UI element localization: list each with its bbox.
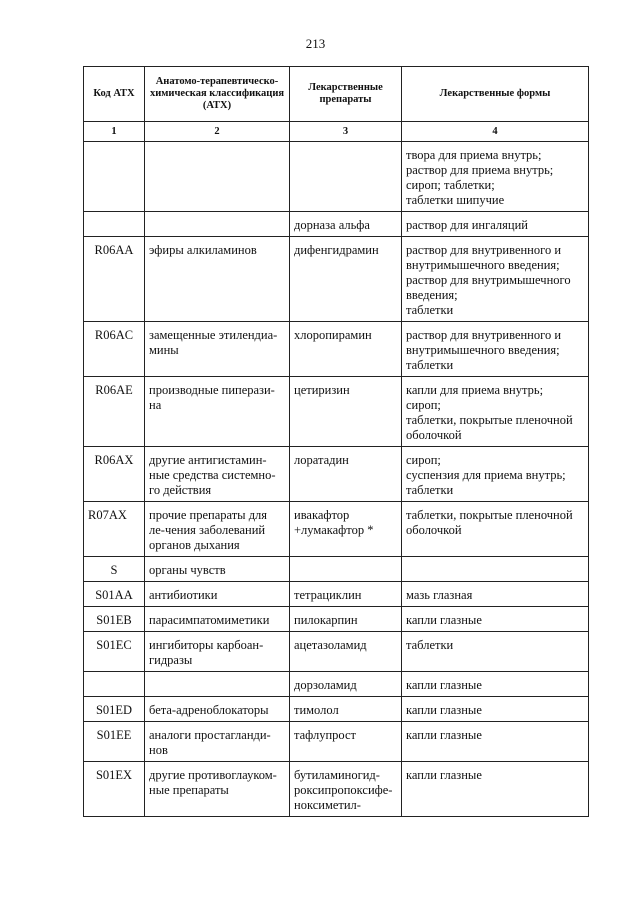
atx-code-cell: S01EB [84,607,145,632]
dosage-forms-cell [402,322,589,377]
atx-classification-cell: прочие препараты для ле-чения заболеваний органов дыхания [145,502,290,557]
atx-code-cell [84,212,145,237]
dosage-form-line: раствор для ингаляций [406,218,528,232]
dosage-form-line: таблетки [406,303,454,317]
column-number: 4 [402,122,589,142]
table-row [84,607,589,632]
dosage-form-line: таблетки, покрытые пленочной оболочкой [406,413,573,442]
dosage-form-line: таблетки, покрытые пленочной оболочкой [406,508,573,537]
dosage-form-line: раствор для внутримышечного введения; [406,273,571,302]
atx-drug-table [83,66,589,817]
atx-classification-cell: бета-адреноблокаторы [145,697,290,722]
table-row [84,212,589,237]
dosage-form-line: мазь глазная [406,588,473,602]
atx-code-cell [84,142,145,212]
dosage-form-line: сироп; [406,398,441,412]
header-row [84,67,589,122]
atx-classification-cell: замещенные этилендиа-мины [145,322,290,377]
table-row [84,142,589,212]
dosage-form-line: капли глазные [406,678,482,692]
dosage-forms-cell [402,582,589,607]
dosage-form-line: капли глазные [406,703,482,717]
dosage-forms-cell [402,722,589,762]
dosage-forms-cell [402,502,589,557]
table-row [84,762,589,817]
drug-name-cell: тафлупрост [290,722,402,762]
column-number: 1 [84,122,145,142]
atx-code-cell: S [84,557,145,582]
atx-code-cell: S01EX [84,762,145,817]
atx-classification-cell: ингибиторы карбоан-гидразы [145,632,290,672]
drug-name-cell: тетрациклин [290,582,402,607]
table-row [84,672,589,697]
drug-name-cell: пилокарпин [290,607,402,632]
dosage-form-line: таблетки [406,358,454,372]
atx-code-cell: R06AC [84,322,145,377]
table-row [84,322,589,377]
atx-code-cell: R06AE [84,377,145,447]
header-dosage-forms: Лекарственные формы [402,67,589,122]
atx-code-cell: R06AA [84,237,145,322]
dosage-form-line: твора для приема внутрь; [406,148,542,162]
header-drugs: Лекарственные препараты [290,67,402,122]
atx-classification-cell: производные пиперази-на [145,377,290,447]
atx-classification-cell: парасимпатомиметики [145,607,290,632]
drug-name-cell: ацетазоламид [290,632,402,672]
dosage-form-line: таблетки [406,483,454,497]
atx-classification-cell: органы чувств [145,557,290,582]
dosage-form-line: капли для приема внутрь; [406,383,544,397]
page-number: 213 [305,36,326,51]
drug-name-cell [290,142,402,212]
header-atx-code: Код АТХ [84,67,145,122]
dosage-form-line: раствор для приема внутрь; [406,163,554,177]
dosage-forms-cell [402,557,589,582]
column-number-row [84,122,589,142]
atx-classification-cell: другие антигистамин-ные средства системно-го действия [145,447,290,502]
dosage-form-line: сироп; [406,453,441,467]
atx-code-cell: S01EE [84,722,145,762]
dosage-form-line: сироп; таблетки; [406,178,495,192]
header-atx-classification: Анатомо-терапевтическо-химическая классификация (АТХ) [145,67,290,122]
dosage-form-line: раствор для внутривенного и внутримышечного введения; [406,243,562,272]
atx-classification-cell [145,672,290,697]
dosage-form-line: таблетки [406,638,454,652]
atx-code-cell: S01ED [84,697,145,722]
table-row [84,632,589,672]
dosage-forms-cell [402,237,589,322]
dosage-form-line: таблетки шипучие [406,193,505,207]
drug-name-cell: дифенгидрамин [290,237,402,322]
dosage-forms-cell [402,447,589,502]
dosage-forms-cell [402,607,589,632]
atx-classification-cell: аналоги простагланди-нов [145,722,290,762]
dosage-forms-cell [402,212,589,237]
dosage-form-line: капли глазные [406,768,482,782]
table-row [84,557,589,582]
dosage-form-line: капли глазные [406,613,482,627]
atx-code-cell: S01AA [84,582,145,607]
atx-code-cell [84,672,145,697]
drug-name-cell: ивакафтор +лумакафтор * [290,502,402,557]
dosage-form-line: раствор для внутривенного и внутримышечного введения; [406,328,562,357]
atx-classification-cell [145,142,290,212]
dosage-forms-cell [402,762,589,817]
table-row [84,237,589,322]
drug-name-cell: лоратадин [290,447,402,502]
table-row [84,502,589,557]
atx-classification-cell: эфиры алкиламинов [145,237,290,322]
drug-name-cell: тимолол [290,697,402,722]
atx-code-cell: S01EC [84,632,145,672]
drug-name-cell: бутиламиногид-роксипропоксифе-ноксиметил- [290,762,402,817]
atx-classification-cell: антибиотики [145,582,290,607]
table-body [84,142,589,817]
drug-name-cell: хлоропирамин [290,322,402,377]
dosage-forms-cell [402,377,589,447]
atx-classification-cell [145,212,290,237]
table-row [84,377,589,447]
table-row [84,447,589,502]
drug-name-cell: дорназа альфа [290,212,402,237]
drug-name-cell: цетиризин [290,377,402,447]
dosage-form-line: суспензия для приема внутрь; [406,468,566,482]
dosage-forms-cell [402,632,589,672]
dosage-forms-cell [402,672,589,697]
dosage-form-line: капли глазные [406,728,482,742]
dosage-forms-cell [402,697,589,722]
dosage-forms-cell [402,142,589,212]
atx-code-cell: R07AX [84,502,145,557]
column-number: 2 [145,122,290,142]
table-row [84,582,589,607]
table-row [84,697,589,722]
table-row [84,722,589,762]
column-number: 3 [290,122,402,142]
atx-classification-cell: другие противоглауком-ные препараты [145,762,290,817]
atx-code-cell: R06AX [84,447,145,502]
drug-name-cell [290,557,402,582]
drug-name-cell: дорзоламид [290,672,402,697]
